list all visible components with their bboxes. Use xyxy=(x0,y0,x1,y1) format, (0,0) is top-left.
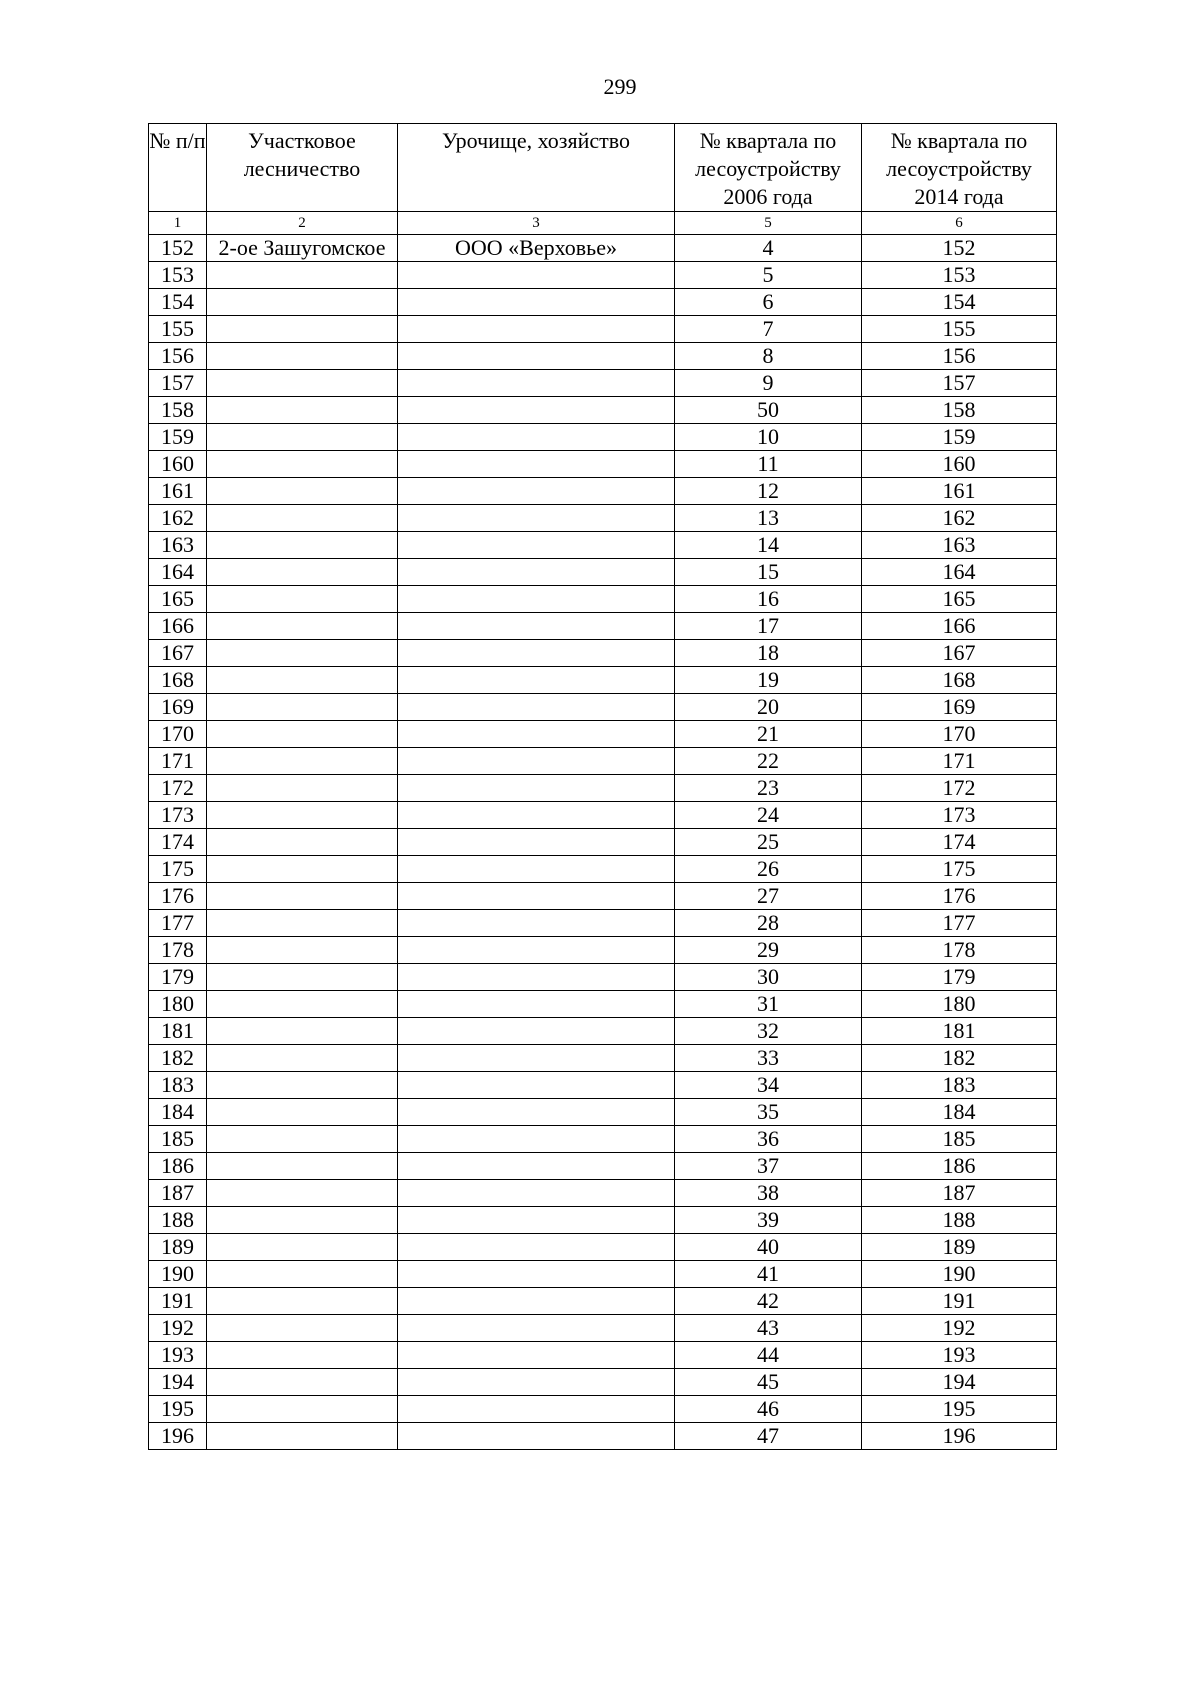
row-number-cell: 179 xyxy=(149,964,207,991)
row-number-cell: 167 xyxy=(149,640,207,667)
quarter-2006-cell: 17 xyxy=(675,613,862,640)
forestry-cell xyxy=(207,910,398,937)
quarter-2006-cell: 4 xyxy=(675,235,862,262)
row-number-cell: 176 xyxy=(149,883,207,910)
column-number-cell: 5 xyxy=(675,212,862,235)
quarter-2006-cell: 45 xyxy=(675,1369,862,1396)
table-row xyxy=(149,991,1057,1018)
quarter-2006-cell: 50 xyxy=(675,397,862,424)
quarter-2006-cell: 7 xyxy=(675,316,862,343)
quarter-2014-cell: 182 xyxy=(862,1045,1057,1072)
tract-cell xyxy=(398,532,675,559)
forestry-cell xyxy=(207,451,398,478)
quarter-2014-cell: 175 xyxy=(862,856,1057,883)
forestry-cell xyxy=(207,1153,398,1180)
row-number-cell: 170 xyxy=(149,721,207,748)
quarter-2006-cell: 14 xyxy=(675,532,862,559)
quarter-2014-cell: 177 xyxy=(862,910,1057,937)
forestry-cell xyxy=(207,991,398,1018)
forestry-cell xyxy=(207,667,398,694)
tract-cell xyxy=(398,1288,675,1315)
forestry-cell xyxy=(207,802,398,829)
tract-cell xyxy=(398,289,675,316)
quarter-2006-cell: 33 xyxy=(675,1045,862,1072)
forestry-cell xyxy=(207,289,398,316)
row-number-cell: 152 xyxy=(149,235,207,262)
quarter-2014-cell: 181 xyxy=(862,1018,1057,1045)
row-number-cell: 189 xyxy=(149,1234,207,1261)
table-row xyxy=(149,451,1057,478)
quarter-2014-cell: 174 xyxy=(862,829,1057,856)
quarter-2014-cell: 165 xyxy=(862,586,1057,613)
tract-cell xyxy=(398,1126,675,1153)
forestry-cell: 2-ое Зашугомское xyxy=(207,235,398,262)
row-number-cell: 166 xyxy=(149,613,207,640)
row-number-cell: 195 xyxy=(149,1396,207,1423)
forestry-cell xyxy=(207,397,398,424)
table-body xyxy=(149,235,1057,1450)
row-number-cell: 175 xyxy=(149,856,207,883)
tract-cell xyxy=(398,505,675,532)
row-number-cell: 156 xyxy=(149,343,207,370)
quarter-2014-cell: 191 xyxy=(862,1288,1057,1315)
tract-cell xyxy=(398,1423,675,1450)
table-row xyxy=(149,532,1057,559)
row-number-cell: 165 xyxy=(149,586,207,613)
quarter-2014-cell: 167 xyxy=(862,640,1057,667)
tract-cell xyxy=(398,397,675,424)
forestry-cell xyxy=(207,1234,398,1261)
forestry-cell xyxy=(207,478,398,505)
row-number-cell: 182 xyxy=(149,1045,207,1072)
quarter-2014-cell: 176 xyxy=(862,883,1057,910)
quarter-2014-cell: 183 xyxy=(862,1072,1057,1099)
quarter-2014-cell: 161 xyxy=(862,478,1057,505)
quarter-2006-cell: 10 xyxy=(675,424,862,451)
row-number-cell: 188 xyxy=(149,1207,207,1234)
forestry-cell xyxy=(207,1396,398,1423)
forestry-cell xyxy=(207,532,398,559)
tract-cell xyxy=(398,1369,675,1396)
forestry-cell xyxy=(207,559,398,586)
quarter-2006-cell: 16 xyxy=(675,586,862,613)
table-row xyxy=(149,1315,1057,1342)
quarter-2014-cell: 196 xyxy=(862,1423,1057,1450)
quarter-2006-cell: 38 xyxy=(675,1180,862,1207)
row-number-cell: 181 xyxy=(149,1018,207,1045)
quarter-2014-cell: 169 xyxy=(862,694,1057,721)
quarter-2006-cell: 29 xyxy=(675,937,862,964)
quarter-2006-cell: 19 xyxy=(675,667,862,694)
forestry-cell xyxy=(207,1207,398,1234)
quarter-2014-cell: 153 xyxy=(862,262,1057,289)
table-row xyxy=(149,316,1057,343)
column-number-cell: 6 xyxy=(862,212,1057,235)
quarter-2014-cell: 154 xyxy=(862,289,1057,316)
row-number-cell: 155 xyxy=(149,316,207,343)
quarter-2014-cell: 157 xyxy=(862,370,1057,397)
table-row xyxy=(149,856,1057,883)
quarter-2014-cell: 180 xyxy=(862,991,1057,1018)
row-number-cell: 169 xyxy=(149,694,207,721)
tract-cell xyxy=(398,478,675,505)
header-cell-quarter-2006: № квартала по лесоустройству 2006 года xyxy=(675,124,862,212)
tract-cell xyxy=(398,1261,675,1288)
tract-cell xyxy=(398,748,675,775)
quarter-2006-cell: 12 xyxy=(675,478,862,505)
table-row xyxy=(149,1207,1057,1234)
quarter-2006-cell: 22 xyxy=(675,748,862,775)
forestry-cell xyxy=(207,613,398,640)
table-row xyxy=(149,1153,1057,1180)
quarter-2006-cell: 8 xyxy=(675,343,862,370)
table-row xyxy=(149,829,1057,856)
quarter-2006-cell: 24 xyxy=(675,802,862,829)
tract-cell xyxy=(398,802,675,829)
quarter-2006-cell: 26 xyxy=(675,856,862,883)
tract-cell xyxy=(398,1018,675,1045)
quarter-2006-cell: 35 xyxy=(675,1099,862,1126)
tract-cell xyxy=(398,1045,675,1072)
quarter-2014-cell: 170 xyxy=(862,721,1057,748)
forestry-cell xyxy=(207,937,398,964)
header-cell-forestry: Участковое лесничество xyxy=(207,124,398,212)
forestry-cell xyxy=(207,370,398,397)
quarter-2006-cell: 6 xyxy=(675,289,862,316)
quarter-2006-cell: 18 xyxy=(675,640,862,667)
row-number-cell: 196 xyxy=(149,1423,207,1450)
quarter-2014-cell: 158 xyxy=(862,397,1057,424)
table-row xyxy=(149,775,1057,802)
header-cell-number: № п/п xyxy=(149,124,207,212)
tract-cell xyxy=(398,856,675,883)
column-number-cell: 2 xyxy=(207,212,398,235)
forestry-cell xyxy=(207,1045,398,1072)
tract-cell xyxy=(398,559,675,586)
row-number-cell: 184 xyxy=(149,1099,207,1126)
forestry-cell xyxy=(207,1126,398,1153)
quarter-2014-cell: 162 xyxy=(862,505,1057,532)
quarter-2006-cell: 27 xyxy=(675,883,862,910)
tract-cell xyxy=(398,829,675,856)
row-number-cell: 162 xyxy=(149,505,207,532)
quarter-2006-cell: 37 xyxy=(675,1153,862,1180)
tract-cell xyxy=(398,262,675,289)
table-row xyxy=(149,370,1057,397)
tract-cell xyxy=(398,1342,675,1369)
table-row xyxy=(149,883,1057,910)
quarter-2006-cell: 25 xyxy=(675,829,862,856)
forestry-cell xyxy=(207,1369,398,1396)
quarter-2006-cell: 40 xyxy=(675,1234,862,1261)
quarter-2014-cell: 194 xyxy=(862,1369,1057,1396)
quarter-2014-cell: 189 xyxy=(862,1234,1057,1261)
forestry-cell xyxy=(207,694,398,721)
table-row xyxy=(149,262,1057,289)
quarter-2006-cell: 42 xyxy=(675,1288,862,1315)
table-row xyxy=(149,721,1057,748)
forestry-cell xyxy=(207,262,398,289)
quarter-2006-cell: 11 xyxy=(675,451,862,478)
table-row xyxy=(149,1288,1057,1315)
tract-cell xyxy=(398,424,675,451)
forestry-cell xyxy=(207,1018,398,1045)
tract-cell xyxy=(398,775,675,802)
table-row xyxy=(149,694,1057,721)
forestry-cell xyxy=(207,1261,398,1288)
tract-cell xyxy=(398,667,675,694)
table-row xyxy=(149,478,1057,505)
table-row xyxy=(149,559,1057,586)
row-number-cell: 185 xyxy=(149,1126,207,1153)
tract-cell xyxy=(398,613,675,640)
forestry-cell xyxy=(207,775,398,802)
table-row xyxy=(149,613,1057,640)
row-number-cell: 159 xyxy=(149,424,207,451)
quarter-2014-cell: 186 xyxy=(862,1153,1057,1180)
row-number-cell: 191 xyxy=(149,1288,207,1315)
tract-cell xyxy=(398,451,675,478)
table-row xyxy=(149,1234,1057,1261)
row-number-cell: 177 xyxy=(149,910,207,937)
row-number-cell: 192 xyxy=(149,1315,207,1342)
row-number-cell: 193 xyxy=(149,1342,207,1369)
tract-cell xyxy=(398,1396,675,1423)
table-row xyxy=(149,1369,1057,1396)
quarter-2014-cell: 179 xyxy=(862,964,1057,991)
page-number: 299 xyxy=(603,74,637,99)
row-number-cell: 161 xyxy=(149,478,207,505)
table-row xyxy=(149,802,1057,829)
forestry-cell xyxy=(207,721,398,748)
tract-cell xyxy=(398,937,675,964)
quarter-2014-cell: 178 xyxy=(862,937,1057,964)
header-cell-tract: Урочище, хозяйство xyxy=(398,124,675,212)
tract-cell xyxy=(398,1315,675,1342)
quarter-2014-cell: 192 xyxy=(862,1315,1057,1342)
row-number-cell: 154 xyxy=(149,289,207,316)
row-number-cell: 160 xyxy=(149,451,207,478)
tract-cell xyxy=(398,343,675,370)
quarter-2006-cell: 43 xyxy=(675,1315,862,1342)
quarter-2014-cell: 152 xyxy=(862,235,1057,262)
quarter-2014-cell: 193 xyxy=(862,1342,1057,1369)
quarter-2006-cell: 41 xyxy=(675,1261,862,1288)
quarter-2014-cell: 155 xyxy=(862,316,1057,343)
forestry-cell xyxy=(207,424,398,451)
quarter-2006-cell: 15 xyxy=(675,559,862,586)
quarter-2014-cell: 190 xyxy=(862,1261,1057,1288)
quarter-2014-cell: 166 xyxy=(862,613,1057,640)
quarter-2014-cell: 171 xyxy=(862,748,1057,775)
tract-cell xyxy=(398,370,675,397)
forestry-cell xyxy=(207,1288,398,1315)
quarter-2014-cell: 168 xyxy=(862,667,1057,694)
row-number-cell: 168 xyxy=(149,667,207,694)
tract-cell xyxy=(398,1153,675,1180)
quarter-2006-cell: 13 xyxy=(675,505,862,532)
row-number-cell: 187 xyxy=(149,1180,207,1207)
row-number-cell: 178 xyxy=(149,937,207,964)
quarter-2014-cell: 172 xyxy=(862,775,1057,802)
tract-cell xyxy=(398,964,675,991)
row-number-cell: 173 xyxy=(149,802,207,829)
column-number-row xyxy=(149,212,1057,235)
forestry-cell xyxy=(207,586,398,613)
quarter-2014-cell: 185 xyxy=(862,1126,1057,1153)
row-number-cell: 163 xyxy=(149,532,207,559)
row-number-cell: 157 xyxy=(149,370,207,397)
quarter-2006-cell: 20 xyxy=(675,694,862,721)
table-row xyxy=(149,1126,1057,1153)
quarter-2006-cell: 23 xyxy=(675,775,862,802)
table-row xyxy=(149,1342,1057,1369)
tract-cell xyxy=(398,1207,675,1234)
table-row xyxy=(149,910,1057,937)
row-number-cell: 174 xyxy=(149,829,207,856)
row-number-cell: 194 xyxy=(149,1369,207,1396)
tract-cell xyxy=(398,910,675,937)
forestry-cell xyxy=(207,316,398,343)
table-row xyxy=(149,424,1057,451)
table-row xyxy=(149,1180,1057,1207)
quarter-2006-cell: 5 xyxy=(675,262,862,289)
tract-cell xyxy=(398,316,675,343)
row-number-cell: 180 xyxy=(149,991,207,1018)
tract-cell xyxy=(398,883,675,910)
quarter-2014-cell: 159 xyxy=(862,424,1057,451)
quarter-2006-cell: 39 xyxy=(675,1207,862,1234)
quarter-2014-cell: 173 xyxy=(862,802,1057,829)
forestry-cell xyxy=(207,1072,398,1099)
tract-cell xyxy=(398,1072,675,1099)
table-row xyxy=(149,937,1057,964)
table-row xyxy=(149,1099,1057,1126)
quarter-2014-cell: 187 xyxy=(862,1180,1057,1207)
row-number-cell: 186 xyxy=(149,1153,207,1180)
tract-cell: ООО «Верховье» xyxy=(398,235,675,262)
quarter-2006-cell: 44 xyxy=(675,1342,862,1369)
forestry-cell xyxy=(207,856,398,883)
tract-cell xyxy=(398,1234,675,1261)
quarter-2014-cell: 163 xyxy=(862,532,1057,559)
table-row xyxy=(149,586,1057,613)
quarter-2006-cell: 9 xyxy=(675,370,862,397)
quarter-mapping-table xyxy=(148,123,1057,1450)
quarter-2006-cell: 34 xyxy=(675,1072,862,1099)
table-row xyxy=(149,1261,1057,1288)
tract-cell xyxy=(398,586,675,613)
quarter-2006-cell: 30 xyxy=(675,964,862,991)
tract-cell xyxy=(398,640,675,667)
table-row xyxy=(149,964,1057,991)
forestry-cell xyxy=(207,829,398,856)
quarter-2014-cell: 184 xyxy=(862,1099,1057,1126)
quarter-2006-cell: 36 xyxy=(675,1126,862,1153)
quarter-2006-cell: 21 xyxy=(675,721,862,748)
forestry-cell xyxy=(207,883,398,910)
table-row xyxy=(149,505,1057,532)
table-row xyxy=(149,1045,1057,1072)
column-number-cell: 3 xyxy=(398,212,675,235)
quarter-2006-cell: 28 xyxy=(675,910,862,937)
quarter-2014-cell: 188 xyxy=(862,1207,1057,1234)
quarter-2014-cell: 164 xyxy=(862,559,1057,586)
forestry-cell xyxy=(207,1180,398,1207)
table-row xyxy=(149,1018,1057,1045)
forestry-cell xyxy=(207,748,398,775)
tract-cell xyxy=(398,694,675,721)
forestry-cell xyxy=(207,1342,398,1369)
forestry-cell xyxy=(207,964,398,991)
forestry-cell xyxy=(207,1099,398,1126)
forestry-cell xyxy=(207,1315,398,1342)
quarter-2006-cell: 47 xyxy=(675,1423,862,1450)
forestry-cell xyxy=(207,505,398,532)
table-row xyxy=(149,343,1057,370)
table-row xyxy=(149,667,1057,694)
header-row xyxy=(149,124,1057,212)
forestry-cell xyxy=(207,640,398,667)
tract-cell xyxy=(398,991,675,1018)
row-number-cell: 164 xyxy=(149,559,207,586)
table-row xyxy=(149,289,1057,316)
row-number-cell: 172 xyxy=(149,775,207,802)
quarter-2006-cell: 31 xyxy=(675,991,862,1018)
column-number-cell: 1 xyxy=(149,212,207,235)
forestry-cell xyxy=(207,343,398,370)
table-row xyxy=(149,235,1057,262)
row-number-cell: 190 xyxy=(149,1261,207,1288)
row-number-cell: 153 xyxy=(149,262,207,289)
table-row xyxy=(149,1423,1057,1450)
quarter-2014-cell: 156 xyxy=(862,343,1057,370)
quarter-2014-cell: 160 xyxy=(862,451,1057,478)
quarter-2014-cell: 195 xyxy=(862,1396,1057,1423)
table-row xyxy=(149,640,1057,667)
tract-cell xyxy=(398,1180,675,1207)
row-number-cell: 183 xyxy=(149,1072,207,1099)
row-number-cell: 158 xyxy=(149,397,207,424)
row-number-cell: 171 xyxy=(149,748,207,775)
table-row xyxy=(149,748,1057,775)
tract-cell xyxy=(398,721,675,748)
table-row xyxy=(149,1396,1057,1423)
tract-cell xyxy=(398,1099,675,1126)
forestry-cell xyxy=(207,1423,398,1450)
header-cell-quarter-2014: № квартала по лесоустройству 2014 года xyxy=(862,124,1057,212)
table-row xyxy=(149,1072,1057,1099)
quarter-2006-cell: 32 xyxy=(675,1018,862,1045)
quarter-2006-cell: 46 xyxy=(675,1396,862,1423)
table-row xyxy=(149,397,1057,424)
